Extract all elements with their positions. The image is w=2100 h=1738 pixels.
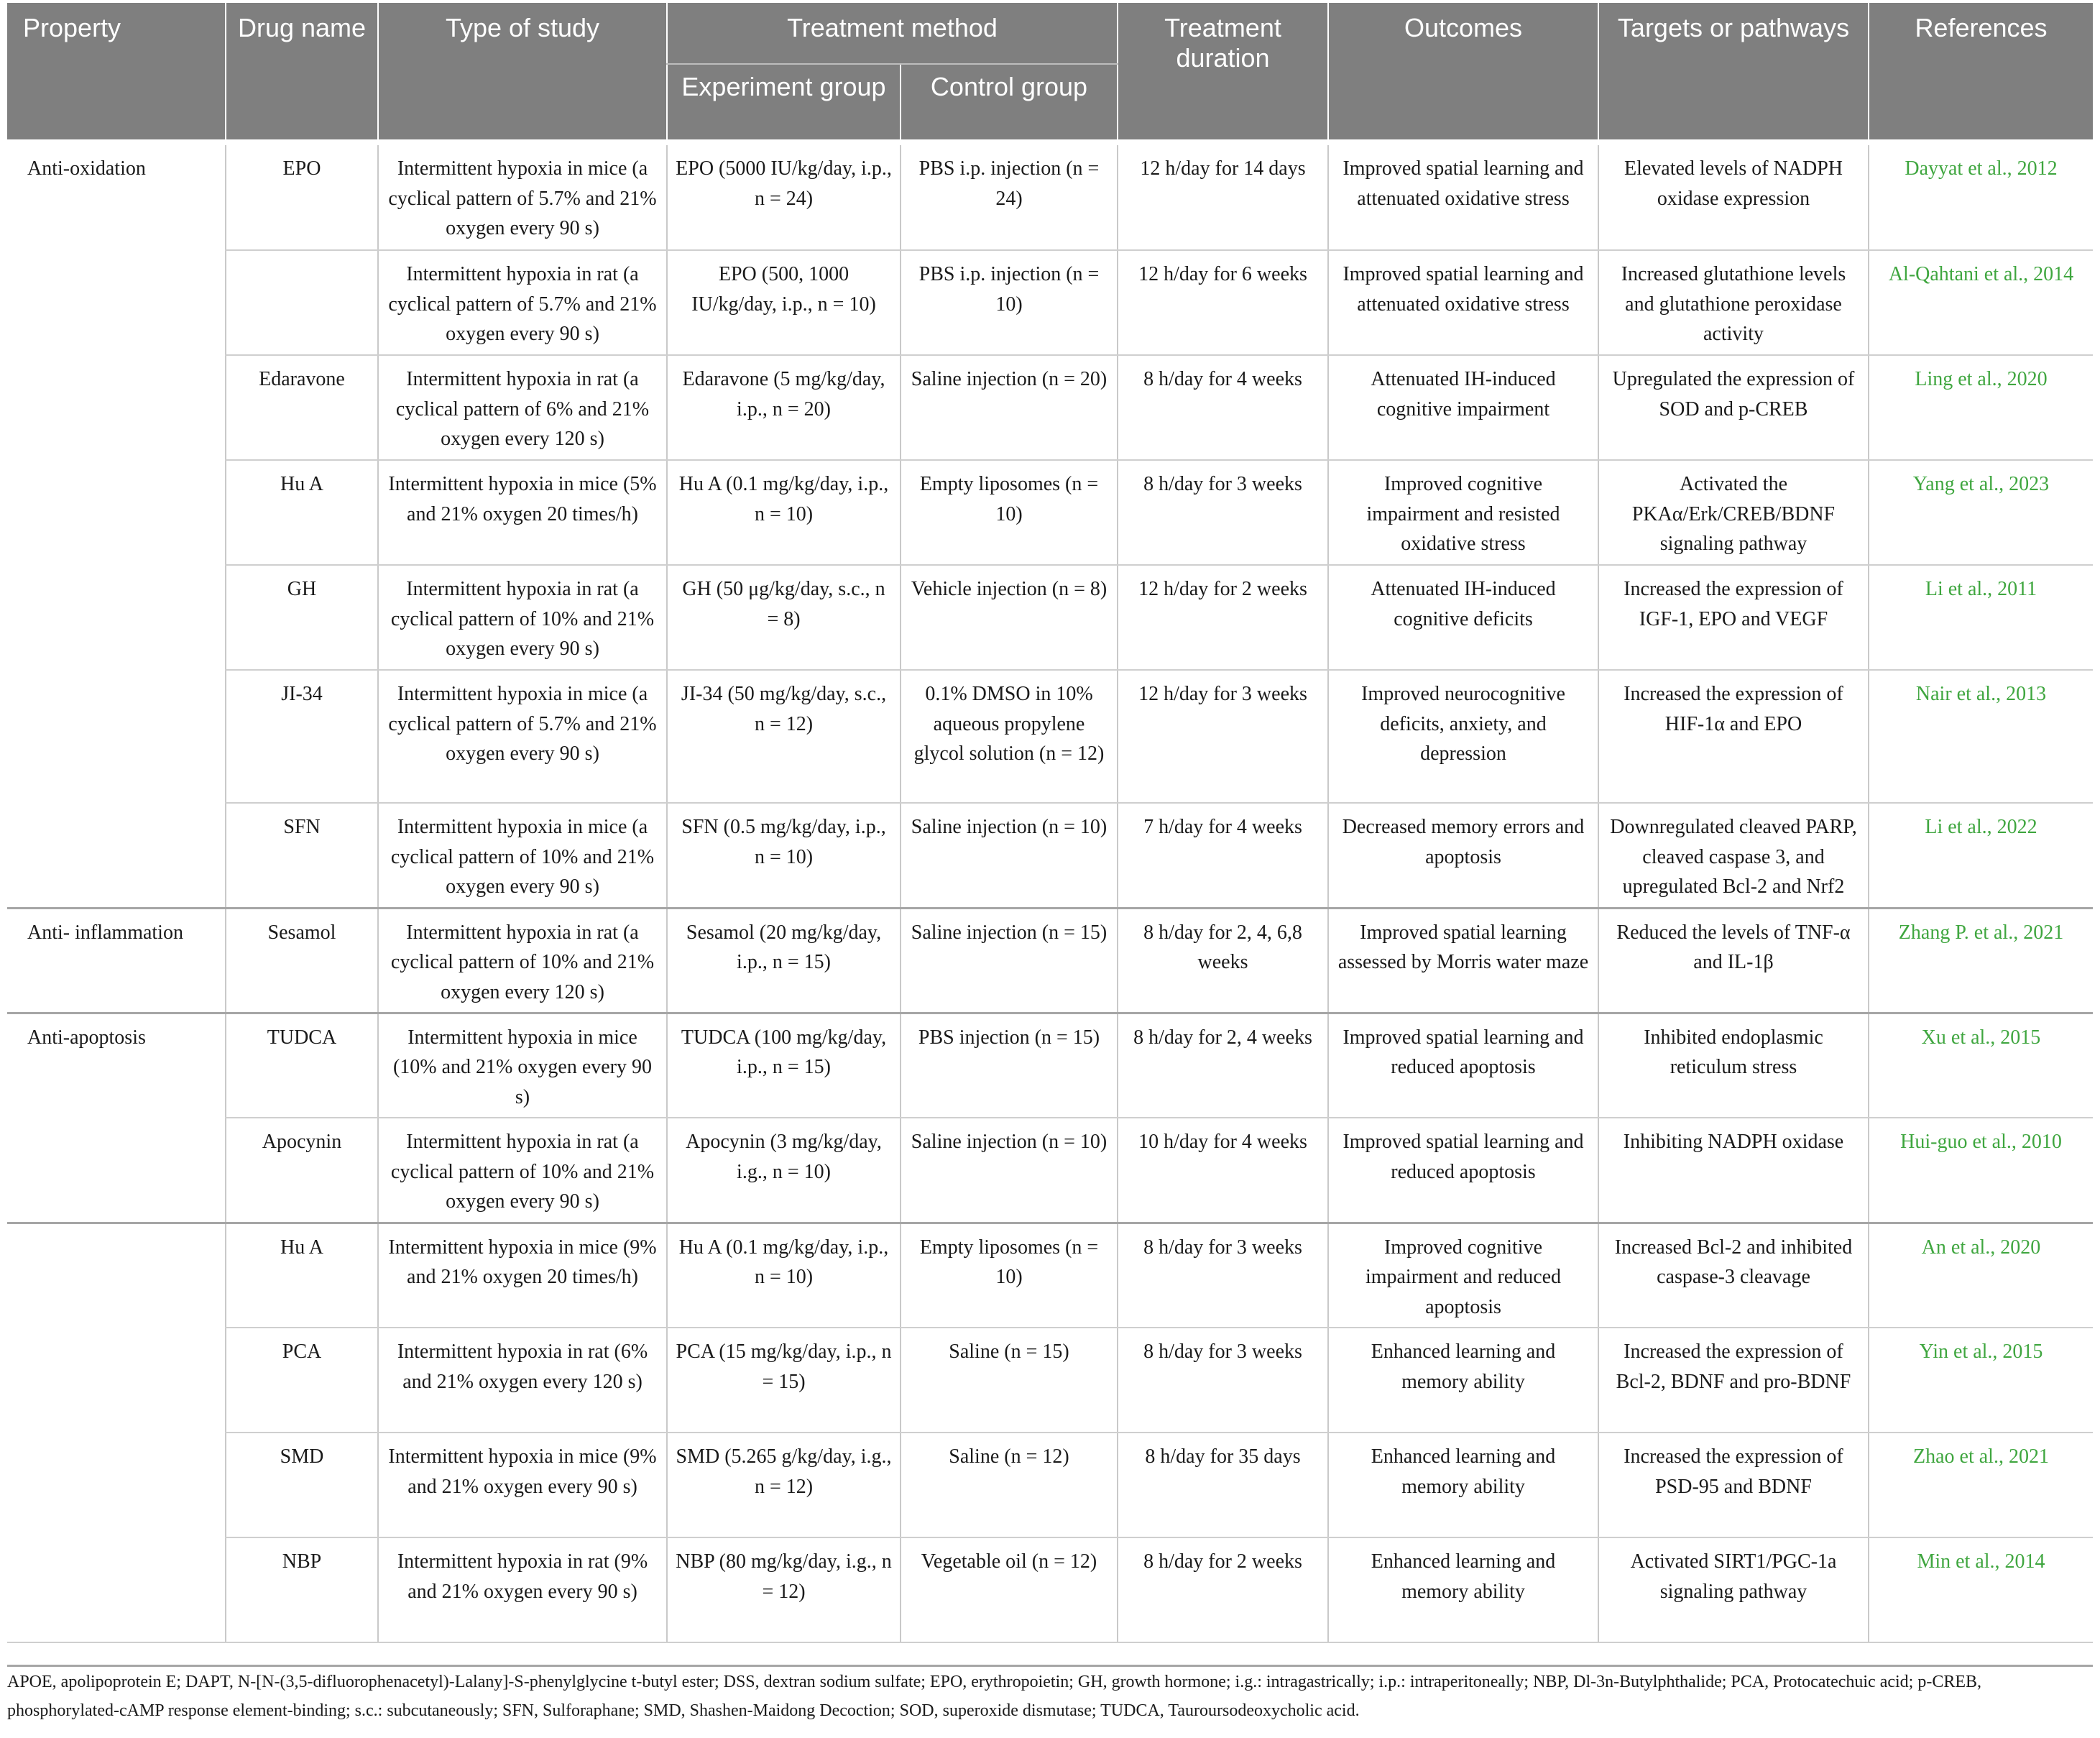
cell-property: Anti- inflammation <box>7 908 226 1013</box>
cell-treatment-duration: 8 h/day for 3 weeks <box>1118 1328 1328 1433</box>
table-row <box>7 145 2093 250</box>
cell-targets: Increased the expression of PSD-95 and BDNF <box>1598 1433 1869 1537</box>
table-row <box>7 1433 2093 1537</box>
cell-type-of-study: Intermittent hypoxia in rat (6% and 21% oxygen every 120 s) <box>378 1328 667 1433</box>
cell-property <box>7 1118 226 1223</box>
cell-type-of-study: Intermittent hypoxia in rat (a cyclical pattern of 10% and 21% oxygen every 90 s) <box>378 565 667 670</box>
cell-control-group: Empty liposomes (n = 10) <box>901 1223 1118 1328</box>
cell-experiment-group: Apocynin (3 mg/kg/day, i.g., n = 10) <box>667 1118 901 1223</box>
cell-outcomes: Decreased memory errors and apoptosis <box>1328 803 1598 908</box>
cell-type-of-study: Intermittent hypoxia in rat (a cyclical pattern of 10% and 21% oxygen every 120 s) <box>378 908 667 1013</box>
cell-drug-name: Apocynin <box>226 1118 378 1223</box>
cell-reference[interactable]: Nair et al., 2013 <box>1869 670 2093 803</box>
cell-outcomes: Improved spatial learning and attenuated oxidative stress <box>1328 145 1598 250</box>
cell-property <box>7 1433 226 1537</box>
cell-reference[interactable]: Min et al., 2014 <box>1869 1537 2093 1642</box>
cell-property <box>7 565 226 670</box>
header-experiment-group: Experiment group <box>667 64 901 139</box>
cell-outcomes: Improved spatial learning assessed by Morris water maze <box>1328 908 1598 1013</box>
cell-drug-name: Hu A <box>226 1223 378 1328</box>
cell-reference[interactable]: Hui-guo et al., 2010 <box>1869 1118 2093 1223</box>
cell-property <box>7 1328 226 1433</box>
cell-drug-name: NBP <box>226 1537 378 1642</box>
cell-reference[interactable]: Zhao et al., 2021 <box>1869 1433 2093 1537</box>
cell-type-of-study: Intermittent hypoxia in mice (9% and 21% oxygen 20 times/h) <box>378 1223 667 1328</box>
table-row <box>7 460 2093 565</box>
cell-experiment-group: SMD (5.265 g/kg/day, i.g., n = 12) <box>667 1433 901 1537</box>
table-row <box>7 1013 2093 1118</box>
cell-experiment-group: EPO (5000 IU/kg/day, i.p., n = 24) <box>667 145 901 250</box>
cell-property <box>7 670 226 803</box>
cell-drug-name: TUDCA <box>226 1013 378 1118</box>
cell-control-group: Saline injection (n = 15) <box>901 908 1118 1013</box>
cell-control-group: 0.1% DMSO in 10% aqueous propylene glycol solution (n = 12) <box>901 670 1118 803</box>
header-treatment-method: Treatment method <box>667 3 1118 64</box>
cell-experiment-group: EPO (500, 1000 IU/kg/day, i.p., n = 10) <box>667 250 901 355</box>
cell-treatment-duration: 8 h/day for 3 weeks <box>1118 460 1328 565</box>
cell-type-of-study: Intermittent hypoxia in mice (5% and 21% oxygen 20 times/h) <box>378 460 667 565</box>
footnote: APOE, apolipoprotein E; DAPT, N-[N-(3,5-difluorophenacetyl)-Lalany]-S-phenylglycine t-butyl ester; DSS, dextran sodium sulfate; EPO, erythropoietin; GH, growth hormone; i.g.: intragastrically; i.p.: intraperitoneally; NBP, Dl-3n-Butylphthalide; PCA, Protocatechuic acid; p-CREB, phosphorylated-cAMP response element-binding; s.c.: subcutaneously; SFN, Sulforaphane; SMD, Shashen-Maidong Decoction; SOD, superoxide dismutase; TUDCA, Tauroursodeoxycholic acid. <box>7 1673 1982 1720</box>
cell-outcomes: Enhanced learning and memory ability <box>1328 1537 1598 1642</box>
cell-control-group: Saline injection (n = 10) <box>901 1118 1118 1223</box>
table-row <box>7 670 2093 803</box>
cell-control-group: Empty liposomes (n = 10) <box>901 460 1118 565</box>
cell-reference[interactable]: Li et al., 2022 <box>1869 803 2093 908</box>
cell-experiment-group: SFN (0.5 mg/kg/day, i.p., n = 10) <box>667 803 901 908</box>
header-outcomes: Outcomes <box>1328 3 1598 139</box>
cell-targets: Activated SIRT1/PGC-1a signaling pathway <box>1598 1537 1869 1642</box>
cell-targets: Upregulated the expression of SOD and p-CREB <box>1598 355 1869 460</box>
cell-treatment-duration: 10 h/day for 4 weeks <box>1118 1118 1328 1223</box>
cell-experiment-group: TUDCA (100 mg/kg/day, i.p., n = 15) <box>667 1013 901 1118</box>
cell-property <box>7 803 226 908</box>
cell-drug-name: Sesamol <box>226 908 378 1013</box>
cell-property <box>7 1537 226 1642</box>
table-header <box>7 3 2093 139</box>
cell-control-group: Saline (n = 15) <box>901 1328 1118 1433</box>
cell-experiment-group: Edaravone (5 mg/kg/day, i.p., n = 20) <box>667 355 901 460</box>
cell-reference[interactable]: Dayyat et al., 2012 <box>1869 145 2093 250</box>
cell-control-group: PBS i.p. injection (n = 24) <box>901 145 1118 250</box>
cell-drug-name <box>226 250 378 355</box>
cell-treatment-duration: 8 h/day for 4 weeks <box>1118 355 1328 460</box>
header-targets: Targets or pathways <box>1598 3 1869 139</box>
cell-type-of-study: Intermittent hypoxia in rat (9% and 21% oxygen every 90 s) <box>378 1537 667 1642</box>
cell-drug-name: GH <box>226 565 378 670</box>
cell-drug-name: SMD <box>226 1433 378 1537</box>
cell-treatment-duration: 7 h/day for 4 weeks <box>1118 803 1328 908</box>
cell-treatment-duration: 12 h/day for 6 weeks <box>1118 250 1328 355</box>
cell-reference[interactable]: Al-Qahtani et al., 2014 <box>1869 250 2093 355</box>
cell-targets: Downregulated cleaved PARP, cleaved caspase 3, and upregulated Bcl-2 and Nrf2 <box>1598 803 1869 908</box>
cell-outcomes: Improved neurocognitive deficits, anxiety, and depression <box>1328 670 1598 803</box>
cell-targets: Activated the PKAα/Erk/CREB/BDNF signaling pathway <box>1598 460 1869 565</box>
cell-property: Anti-apoptosis <box>27 1026 146 1049</box>
cell-drug-name: SFN <box>226 803 378 908</box>
cell-targets: Inhibited endoplasmic reticulum stress <box>1598 1013 1869 1118</box>
cell-control-group: Vehicle injection (n = 8) <box>901 565 1118 670</box>
table-row <box>7 908 2093 1013</box>
cell-treatment-duration: 8 h/day for 2, 4 weeks <box>1118 1013 1328 1118</box>
table-container <box>7 3 2093 1643</box>
cell-treatment-duration: 8 h/day for 2, 4, 6,8 weeks <box>1118 908 1328 1013</box>
cell-type-of-study: Intermittent hypoxia in mice (10% and 21% oxygen every 90 s) <box>378 1013 667 1118</box>
cell-property <box>7 355 226 460</box>
cell-treatment-duration: 12 h/day for 2 weeks <box>1118 565 1328 670</box>
cell-treatment-duration: 12 h/day for 3 weeks <box>1118 670 1328 803</box>
cell-type-of-study: Intermittent hypoxia in mice (a cyclical pattern of 5.7% and 21% oxygen every 90 s) <box>378 670 667 803</box>
cell-drug-name: Hu A <box>226 460 378 565</box>
header-references: References <box>1869 3 2093 139</box>
cell-targets: Increased the expression of HIF-1α and EPO <box>1598 670 1869 803</box>
cell-experiment-group: PCA (15 mg/kg/day, i.p., n = 15) <box>667 1328 901 1433</box>
header-type-of-study: Type of study <box>378 3 667 139</box>
footnote-divider <box>7 1665 2093 1667</box>
cell-drug-name: Edaravone <box>226 355 378 460</box>
header-treatment-duration: Treatment duration <box>1118 3 1328 139</box>
cell-outcomes: Attenuated IH-induced cognitive deficits <box>1328 565 1598 670</box>
cell-type-of-study: Intermittent hypoxia in mice (a cyclical pattern of 5.7% and 21% oxygen every 90 s) <box>378 145 667 250</box>
cell-property <box>7 1223 226 1328</box>
cell-targets: Inhibiting NADPH oxidase <box>1598 1118 1869 1223</box>
cell-drug-name: PCA <box>226 1328 378 1433</box>
cell-outcomes: Improved spatial learning and reduced apoptosis <box>1328 1013 1598 1118</box>
cell-targets: Elevated levels of NADPH oxidase expression <box>1598 145 1869 250</box>
cell-control-group: Saline injection (n = 20) <box>901 355 1118 460</box>
cell-outcomes: Improved spatial learning and attenuated oxidative stress <box>1328 250 1598 355</box>
cell-type-of-study: Intermittent hypoxia in rat (a cyclical pattern of 5.7% and 21% oxygen every 90 s) <box>378 250 667 355</box>
table-row <box>7 565 2093 670</box>
cell-experiment-group: NBP (80 mg/kg/day, i.g., n = 12) <box>667 1537 901 1642</box>
cell-drug-name: EPO <box>226 145 378 250</box>
cell-property <box>7 250 226 355</box>
cell-reference[interactable]: Zhang P. et al., 2021 <box>1869 908 2093 1013</box>
header-control-group: Control group <box>901 64 1118 139</box>
cell-treatment-duration: 12 h/day for 14 days <box>1118 145 1328 250</box>
cell-control-group: PBS injection (n = 15) <box>901 1013 1118 1118</box>
table-row <box>7 250 2093 355</box>
cell-outcomes: Attenuated IH-induced cognitive impairment <box>1328 355 1598 460</box>
cell-drug-name: JI-34 <box>226 670 378 803</box>
cell-control-group: PBS i.p. injection (n = 10) <box>901 250 1118 355</box>
cell-type-of-study: Intermittent hypoxia in mice (a cyclical pattern of 10% and 21% oxygen every 90 s) <box>378 803 667 908</box>
cell-control-group: Vegetable oil (n = 12) <box>901 1537 1118 1642</box>
cell-targets: Increased Bcl-2 and inhibited caspase-3 cleavage <box>1598 1223 1869 1328</box>
cell-treatment-duration: 8 h/day for 3 weeks <box>1118 1223 1328 1328</box>
cell-reference[interactable]: Ling et al., 2020 <box>1869 355 2093 460</box>
cell-targets: Reduced the levels of TNF-α and IL-1β <box>1598 908 1869 1013</box>
cell-property <box>7 460 226 565</box>
cell-type-of-study: Intermittent hypoxia in mice (9% and 21% oxygen every 90 s) <box>378 1433 667 1537</box>
cell-experiment-group: Sesamol (20 mg/kg/day, i.p., n = 15) <box>667 908 901 1013</box>
cell-treatment-duration: 8 h/day for 2 weeks <box>1118 1537 1328 1642</box>
header-drug-name: Drug name <box>226 3 378 139</box>
cell-type-of-study: Intermittent hypoxia in rat (a cyclical pattern of 10% and 21% oxygen every 90 s) <box>378 1118 667 1223</box>
cell-outcomes: Improved spatial learning and reduced apoptosis <box>1328 1118 1598 1223</box>
cell-experiment-group: JI-34 (50 mg/kg/day, s.c., n = 12) <box>667 670 901 803</box>
cell-reference[interactable]: Xu et al., 2015 <box>1869 1013 2093 1118</box>
cell-targets: Increased the expression of Bcl-2, BDNF and pro-BDNF <box>1598 1328 1869 1433</box>
cell-experiment-group: GH (50 μg/kg/day, s.c., n = 8) <box>667 565 901 670</box>
cell-outcomes: Enhanced learning and memory ability <box>1328 1433 1598 1537</box>
table-row <box>7 1537 2093 1642</box>
cell-outcomes: Enhanced learning and memory ability <box>1328 1328 1598 1433</box>
drug-table <box>7 3 2093 1643</box>
cell-treatment-duration: 8 h/day for 35 days <box>1118 1433 1328 1537</box>
cell-targets: Increased the expression of IGF-1, EPO and VEGF <box>1598 565 1869 670</box>
cell-reference[interactable]: Li et al., 2011 <box>1869 565 2093 670</box>
table-row <box>7 803 2093 908</box>
cell-targets: Increased glutathione levels and glutathione peroxidase activity <box>1598 250 1869 355</box>
cell-control-group: Saline (n = 12) <box>901 1433 1118 1537</box>
table-row <box>7 355 2093 460</box>
cell-control-group: Saline injection (n = 10) <box>901 803 1118 908</box>
cell-experiment-group: Hu A (0.1 mg/kg/day, i.p., n = 10) <box>667 1223 901 1328</box>
header-property: Property <box>7 3 226 139</box>
cell-reference[interactable]: Yin et al., 2015 <box>1869 1328 2093 1433</box>
cell-type-of-study: Intermittent hypoxia in rat (a cyclical pattern of 6% and 21% oxygen every 120 s) <box>378 355 667 460</box>
cell-property: Anti-oxidation <box>27 157 146 180</box>
table-row <box>7 1223 2093 1328</box>
cell-outcomes: Improved cognitive impairment and reduced apoptosis <box>1328 1223 1598 1328</box>
cell-reference[interactable]: Yang et al., 2023 <box>1869 460 2093 565</box>
cell-reference[interactable]: An et al., 2020 <box>1869 1223 2093 1328</box>
cell-experiment-group: Hu A (0.1 mg/kg/day, i.p., n = 10) <box>667 460 901 565</box>
table-row <box>7 1328 2093 1433</box>
table-body <box>7 139 2093 1642</box>
table-row <box>7 1118 2093 1223</box>
cell-outcomes: Improved cognitive impairment and resisted oxidative stress <box>1328 460 1598 565</box>
